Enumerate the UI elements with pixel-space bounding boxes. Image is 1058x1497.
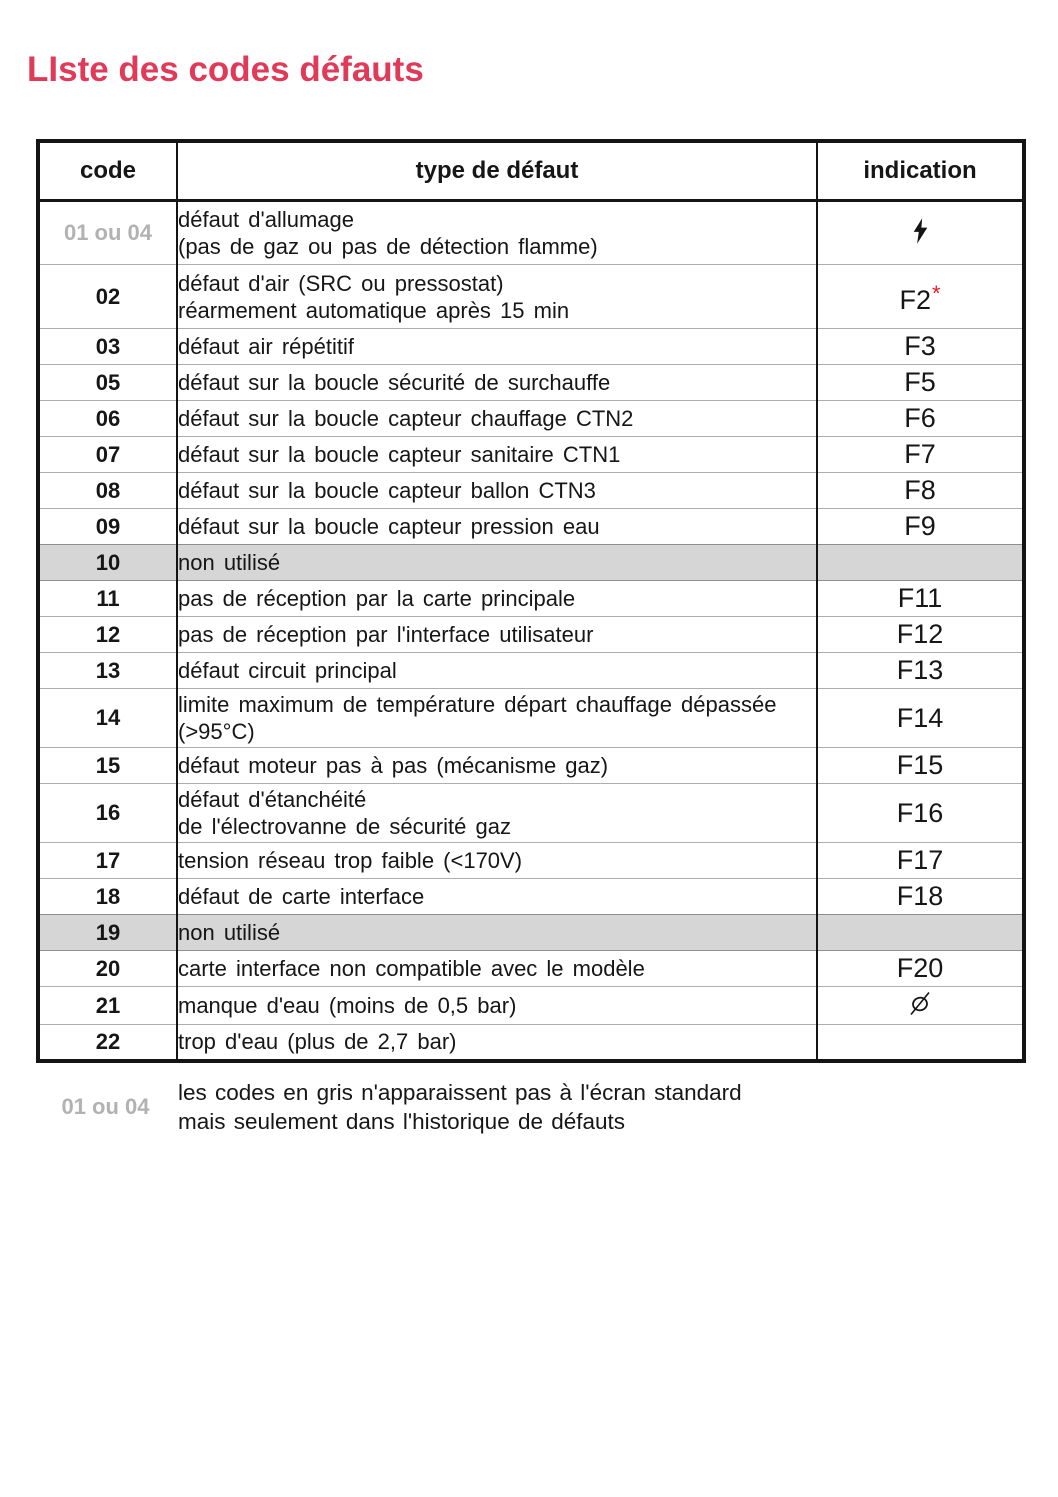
table-row <box>38 265 1024 329</box>
footnote-code: 01 ou 04 <box>61 1094 150 1119</box>
code-cell: 16 <box>38 784 177 843</box>
page-title: LIste des codes défauts <box>27 50 424 89</box>
indication-cell <box>817 748 1024 784</box>
fault-type-cell <box>177 265 817 329</box>
lightning-icon <box>912 217 929 250</box>
code-cell: 01 ou 04 <box>38 201 177 265</box>
indication-value: F9 <box>904 511 936 541</box>
fault-type-line: non utilisé <box>178 920 281 945</box>
fault-type-cell <box>177 784 817 843</box>
indication-value: F2 <box>899 284 931 315</box>
indication-cell <box>817 843 1024 879</box>
table-row <box>38 617 1024 653</box>
indication-cell <box>817 987 1024 1025</box>
code-cell: 18 <box>38 879 177 915</box>
red-asterisk: * <box>931 280 941 306</box>
fault-type-cell <box>177 689 817 748</box>
indication-cell <box>817 509 1024 545</box>
fault-type-line: défaut sur la boucle capteur ballon CTN3 <box>178 478 596 503</box>
fault-type-line: réarmement automatique après 15 min <box>178 297 570 323</box>
code-cell: 20 <box>38 951 177 987</box>
column-header-indication: indication <box>817 141 1024 201</box>
fault-type-line: pas de réception par l'interface utilisateur <box>178 622 594 647</box>
code-cell: 02 <box>38 265 177 329</box>
fault-type-cell <box>177 951 817 987</box>
table-row <box>38 437 1024 473</box>
table-row <box>38 987 1024 1025</box>
fault-type-line: défaut de carte interface <box>178 884 425 909</box>
fault-type-line: limite maximum de température départ chauffage dépassée <box>178 692 777 717</box>
table-row <box>38 879 1024 915</box>
fault-type-cell <box>177 653 817 689</box>
table-row <box>38 201 1024 265</box>
fault-type-cell <box>177 401 817 437</box>
table-row <box>38 401 1024 437</box>
indication-value: F5 <box>904 367 936 397</box>
table-header-row <box>38 141 1024 201</box>
fault-type-line: tension réseau trop faible (<170V) <box>178 848 523 873</box>
indication-value: F3 <box>904 331 936 361</box>
table-row <box>38 1025 1024 1061</box>
table-body <box>38 201 1024 1061</box>
fault-type-line: pas de réception par la carte principale <box>178 586 576 611</box>
footnote <box>36 1078 936 1136</box>
indication-cell <box>817 201 1024 265</box>
fault-type-line: non utilisé <box>178 550 281 575</box>
code-cell: 11 <box>38 581 177 617</box>
indication-cell <box>817 689 1024 748</box>
indication-cell <box>817 915 1024 951</box>
indication-value: F7 <box>904 439 936 469</box>
fault-type-cell <box>177 843 817 879</box>
table-row <box>38 951 1024 987</box>
fault-type-line: défaut circuit principal <box>178 658 397 683</box>
fault-type-cell <box>177 915 817 951</box>
fault-type-cell <box>177 509 817 545</box>
fault-type-line: (pas de gaz ou pas de détection flamme) <box>178 234 598 259</box>
footnote-line-2: mais seulement dans l'historique de défauts <box>178 1109 626 1134</box>
fault-type-line: (>95°C) <box>178 719 255 744</box>
code-cell: 12 <box>38 617 177 653</box>
fault-type-line: de l'électrovanne de sécurité gaz <box>178 814 511 839</box>
fault-type-line: défaut sur la boucle capteur sanitaire CTN1 <box>178 442 621 467</box>
indication-cell <box>817 473 1024 509</box>
indication-value: F8 <box>904 475 936 505</box>
table-row <box>38 689 1024 748</box>
code-cell: 15 <box>38 748 177 784</box>
fault-type-cell <box>177 473 817 509</box>
indication-value: F13 <box>896 655 944 685</box>
indication-cell <box>817 437 1024 473</box>
fault-type-line: défaut d'allumage <box>178 207 354 232</box>
fault-type-cell <box>177 617 817 653</box>
indication-cell <box>817 365 1024 401</box>
code-cell: 17 <box>38 843 177 879</box>
table-row <box>38 473 1024 509</box>
indication-cell <box>817 879 1024 915</box>
table-row <box>38 545 1024 581</box>
fault-type-cell <box>177 879 817 915</box>
fault-type-line: défaut sur la boucle capteur chauffage CTN2 <box>178 406 634 431</box>
fault-type-line: défaut sur la boucle capteur pression eau <box>178 514 600 539</box>
code-cell: 07 <box>38 437 177 473</box>
indication-cell <box>817 1025 1024 1061</box>
indication-value: F15 <box>896 750 944 780</box>
fault-type-cell <box>177 581 817 617</box>
indication-value: F17 <box>896 845 944 875</box>
footnote-text <box>175 1078 742 1136</box>
footnote-line-1: les codes en gris n'apparaissent pas à l'écran standard <box>178 1080 742 1105</box>
indication-cell <box>817 951 1024 987</box>
code-cell: 03 <box>38 329 177 365</box>
fault-type-cell <box>177 437 817 473</box>
column-header-type: type de défaut <box>177 141 817 201</box>
fault-type-cell <box>177 329 817 365</box>
indication-cell <box>817 401 1024 437</box>
table-row <box>38 509 1024 545</box>
indication-cell <box>817 617 1024 653</box>
indication-cell <box>817 581 1024 617</box>
code-cell: 21 <box>38 987 177 1025</box>
fault-type-cell <box>177 987 817 1025</box>
table-row <box>38 915 1024 951</box>
indication-value: F16 <box>896 797 944 828</box>
code-cell: 19 <box>38 915 177 951</box>
code-cell: 06 <box>38 401 177 437</box>
fault-type-cell <box>177 545 817 581</box>
fault-type-cell <box>177 365 817 401</box>
table-row <box>38 653 1024 689</box>
indication-value: F11 <box>897 583 943 613</box>
fault-type-line: défaut air répétitif <box>178 334 354 359</box>
fault-type-cell <box>177 748 817 784</box>
fault-type-line: défaut d'étanchéité <box>178 787 367 812</box>
code-cell: 13 <box>38 653 177 689</box>
fault-type-line: défaut sur la boucle sécurité de surchauffe <box>178 370 611 395</box>
code-cell: 09 <box>38 509 177 545</box>
no-water-icon <box>907 989 933 1022</box>
fault-type-cell <box>177 1025 817 1061</box>
table-row <box>38 784 1024 843</box>
fault-type-line: manque d'eau (moins de 0,5 bar) <box>178 993 517 1018</box>
table-row <box>38 329 1024 365</box>
code-cell: 14 <box>38 689 177 748</box>
indication-value: F20 <box>896 953 944 983</box>
code-cell: 10 <box>38 545 177 581</box>
indication-value: F14 <box>896 702 944 733</box>
fault-type-line: défaut moteur pas à pas (mécanisme gaz) <box>178 753 609 778</box>
code-cell: 22 <box>38 1025 177 1061</box>
fault-type-line: trop d'eau (plus de 2,7 bar) <box>178 1029 457 1055</box>
fault-type-line: carte interface non compatible avec le modèle <box>178 956 645 981</box>
indication-cell <box>817 653 1024 689</box>
indication-value: F18 <box>896 881 944 911</box>
code-cell: 05 <box>38 365 177 401</box>
fault-codes-table <box>36 139 1026 1063</box>
indication-value: F12 <box>896 619 944 649</box>
indication-value: F6 <box>904 403 936 433</box>
indication-cell <box>817 329 1024 365</box>
table-row <box>38 748 1024 784</box>
indication-cell <box>817 545 1024 581</box>
indication-cell <box>817 784 1024 843</box>
table-row <box>38 365 1024 401</box>
table-row <box>38 581 1024 617</box>
column-header-code: code <box>38 141 177 201</box>
indication-cell <box>817 265 1024 329</box>
fault-type-cell <box>177 201 817 265</box>
fault-type-line: défaut d'air (SRC ou pressostat) <box>178 270 504 296</box>
table-row <box>38 843 1024 879</box>
code-cell: 08 <box>38 473 177 509</box>
